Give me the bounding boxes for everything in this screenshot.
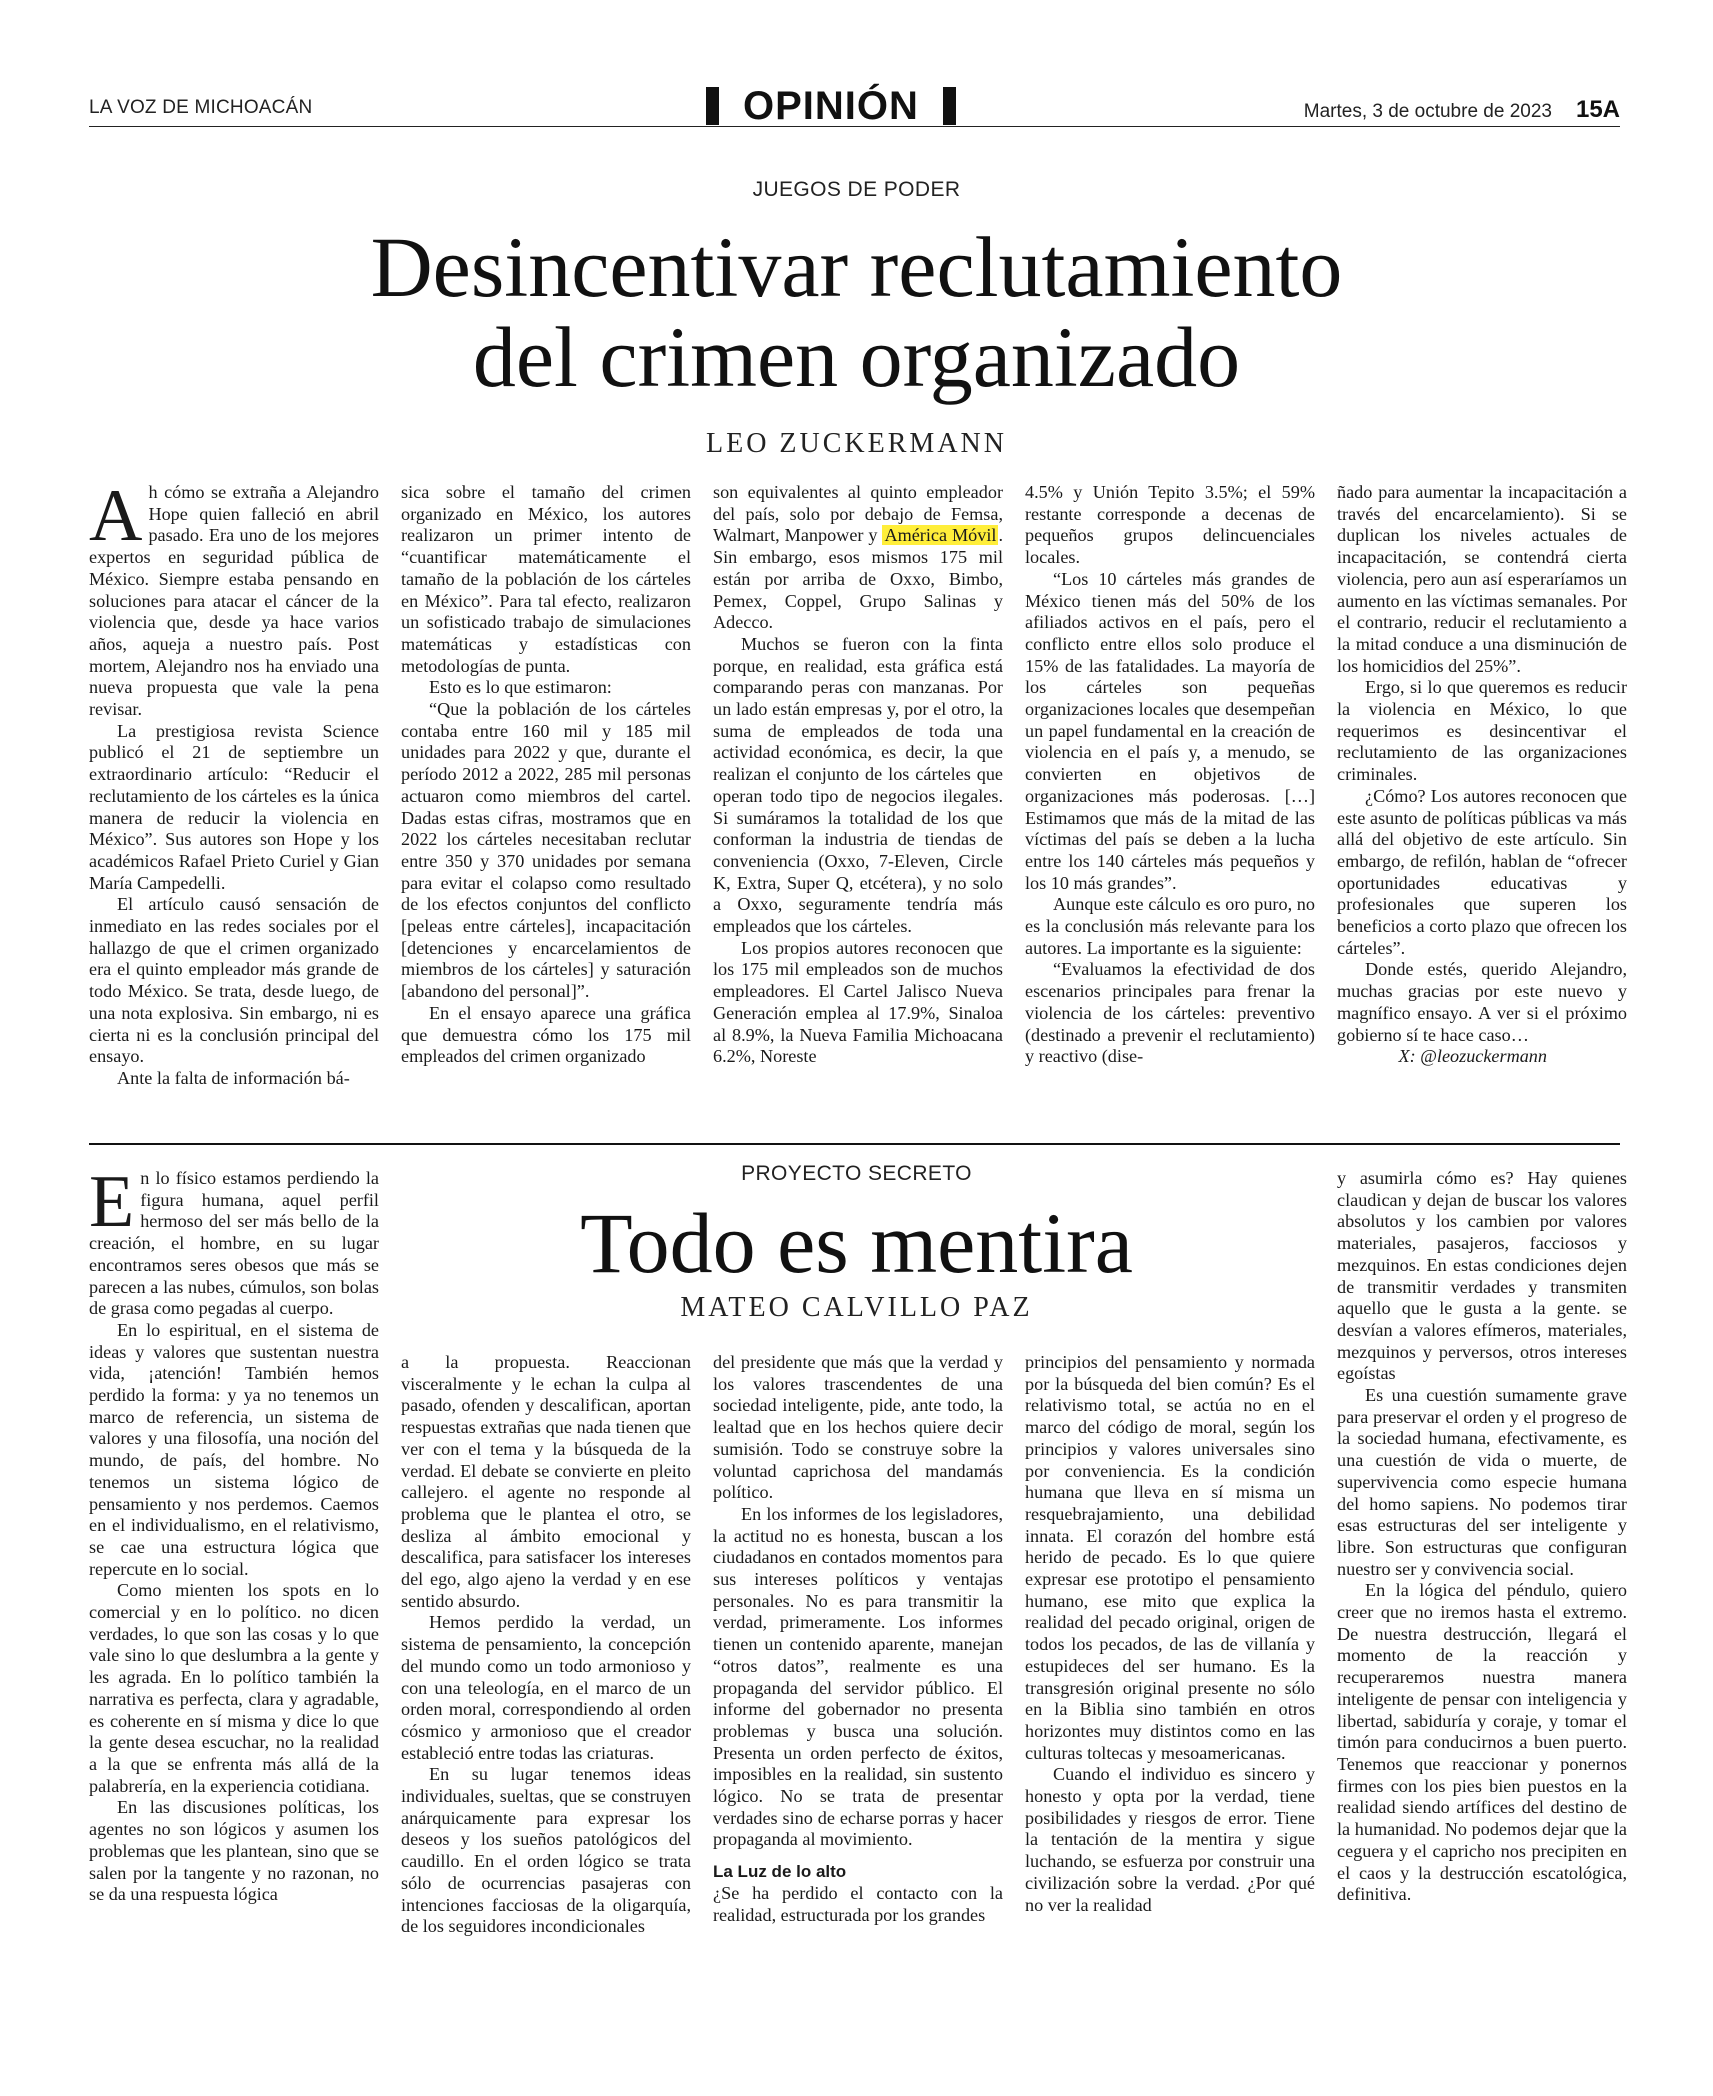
article2-body <box>89 1161 1627 2068</box>
article1-paragraph: Esto es lo que estimaron: <box>429 677 612 698</box>
article1-paragraph: Donde estés, querido Alejandro, muchas gracias por este nuevo y magnífico ensayo. A ver si el próximo gobierno sí te hace caso… <box>1337 959 1627 1045</box>
article2-paragraph: Cuando el individuo es sincero y honesto y opta por la verdad, tiene posibilidades y riesgos de error. Tiene la tentación de la mentira y sigue luchando, se esfuerza por construir una civilización sobre la verdad. ¿Por qué no ver la realidad <box>1025 1764 1315 1915</box>
article2-paragraph: ¿Se ha perdido el contacto con la realidad, estructurada por los grandes <box>713 1882 1003 1925</box>
article1-paragraph: sica sobre el tamaño del crimen organizado en México, los autores realizaron un primer intento de “cuantificar matemáticamente el tamaño de la población de los cárteles en México”. Para tal efecto, realizaron un sofisticado trabajo de simulaciones matemáticas y estadísticas con metodologías de punta. <box>401 482 691 676</box>
paragraph-text: . Sin embargo, esos mismos 175 mil están por arriba de Oxxo, Bimbo, Pemex, Coppel, Grupo Salinas y Adecco. <box>713 525 1004 633</box>
article1-paragraph: “Que la población de los cárteles contaba entre 160 mil y 185 mil unidades para 2022 y que, durante el período 2012 a 2022, 285 mil personas actuaron como miembros del cartel. Dadas estas cifras, mostramos que en 2022 los cárteles necesitaban reclutar entre 350 y 370 unidades por semana para evitar el colapso como resultado de los efectos conjuntos del conflicto [peleas entre cárteles], incapacitación [detenciones y encarcelamientos de miembros de los cárteles] y saturación [abandono del personal]”. <box>401 699 691 1002</box>
article2-paragraph: En las discusiones políticas, los agentes no son lógicos y asumen los problemas que les plantean, sino que se salen por la tangente y no razonan, no se da una respuesta lógica <box>89 1797 379 1905</box>
article1-paragraph: Muchos se fueron con la finta porque, en realidad, esta gráfica está comparando peras con manzanas. Por un lado están empresas y, por el otro, la suma de empleados de toda una actividad económica, es decir, la que realizan el conjunto de los cárteles que operan todo tipo de negocios ilegales. Si sumáramos la totalidad de los que conforman la industria de tiendas de conveniencia (Oxxo, 7-Eleven, Circle K, Extra, Super Q, etcétera), y no solo a Oxxo, seguramente tendría más empleados que los cárteles. <box>713 633 1003 937</box>
article1-column-4 <box>1025 482 1315 1068</box>
article1-body <box>89 475 1627 1122</box>
article1-paragraph: 4.5% y Unión Tepito 3.5%; el 59% restante corresponde a decenas de pequeños grupos delincuenciales locales. <box>1025 482 1315 568</box>
drop-cap: A <box>89 475 143 557</box>
paragraph-text: son equivalentes al quinto empleador del país, solo por debajo de Femsa, Walmart, Manpower y <box>713 482 1003 546</box>
article1-byline: LEO ZUCKERMANN <box>706 428 1007 459</box>
article2-column-5 <box>1337 1168 1627 1906</box>
drop-cap: E <box>89 1161 135 1243</box>
article1-headline <box>0 219 1713 405</box>
author-handle[interactable]: X: @leozuckermann <box>1398 1046 1547 1067</box>
article1-paragraph: ñado para aumentar la incapacitación a través del encarcelamiento). Si se duplican los niveles actuales de incapacitación, se contendrá cierta violencia, pero aun así esperaríamos un aumento en las víctimas semanales. Por el contrario, reducir el reclutamiento a la mitad conduce a una disminución de los homicidios del 25%”. <box>1337 482 1627 676</box>
article1-paragraph: El artículo causó sensación de inmediato en las redes sociales por el hallazgo de que el crimen organizado era el quinto empleador más grande de todo México. Se trata, desde luego, de una nota explosiva. Sin embargo, ni es cierta ni es la conclusión principal del ensayo. <box>89 894 379 1067</box>
paragraph-text: h cómo se extraña a Alejandro Hope quien falleció en abril pasado. Era uno de los mejores expertos en seguridad pública de México. Siempre estaba pensando en soluciones para atacar el cáncer de la violencia que, desde ya hace varios años, aqueja a nuestro país. Post mortem, Alejandro nos ha enviado una nueva propuesta que vale la pena revisar. <box>89 482 379 720</box>
section-title: OPINIÓN <box>743 84 919 128</box>
article2-paragraph: Hemos perdido la verdad, un sistema de pensamiento, la concepción del mundo como un todo armonioso y con una teleología, en el marco de un orden moral, correspondiendo al orden cósmico y armonioso que el creador estableció entre todas las criaturas. <box>401 1612 691 1763</box>
article2-column-4 <box>1025 1352 1315 1916</box>
article2-headline: Todo es mentira <box>580 1195 1133 1291</box>
article1-paragraph: La prestigiosa revista Science publicó el 21 de septiembre un extraordinario artículo: “Reducir el reclutamiento de los cárteles es la única manera de reducir la violencia en México”. Sus autores son Hope y los académicos Rafael Prieto Curiel y Gian María Campedelli. <box>89 720 379 893</box>
highlighted-text: América Móvil <box>884 525 997 546</box>
paragraph-text: n lo físico estamos perdiendo la figura humana, aquel perfil hermoso del ser más bello de la creación, el hombre, en su lugar encontramos seres obesos que más se parecen a las nubes, cúmulos, son bolas de grasa como pegadas al cuerpo. <box>89 1168 379 1319</box>
article2-paragraph: a la propuesta. Reaccionan visceralmente y le echan la culpa al pasado, ofenden y descalifican, aportan respuestas extrañas que nada tienen que ver con el tema y la búsqueda de la verdad. El debate se convierte en pleito callejero. el agente no responde al problema que le plantea el otro, se desliza al ámbito emocional y descalifica, para satisfacer los intereses del ego, algo ajeno la verdad y en ese sentido absurdo. <box>401 1352 691 1611</box>
article2-paragraph: del presidente que más que la verdad y los valores trascendentes de una sociedad inteligente, pide, ante todo, la lealtad que en los hechos quiere decir sumisión. Todo se construye sobre la voluntad caprichosa del mandamás político. <box>713 1352 1003 1503</box>
article1-column-1 <box>89 475 379 1090</box>
article1-paragraph: ¿Cómo? Los autores reconocen que este asunto de políticas públicas va más allá del objetivo de este artículo. Sin embargo, de refilón, hablan de “ofrecer oportunidades educativas y profesionales que superen los beneficios a corto plazo que ofrecen los cárteles”. <box>1337 785 1627 958</box>
article1-paragraph: “Los 10 cárteles más grandes de México tienen más del 50% de los afiliados activos en el país, pero el conflicto entre ellos solo produce el 15% de las fatalidades. La mayoría de los cárteles son pequeñas organizaciones locales que desempeñan un papel fundamental en la creación de violencia en el país y, a menudo, se convierten en objetivos de organizaciones más poderosas. […] Estimamos que más de la mitad de las víctimas del país se deben a la lucha entre los 140 cárteles más pequeños y los 10 más grandes”. <box>1025 568 1315 893</box>
section-bar-left <box>706 87 719 125</box>
article2-column-2 <box>401 1352 691 1938</box>
article-divider <box>89 1143 1620 1145</box>
article1-paragraph <box>713 482 1003 634</box>
page-number: 15A <box>1575 96 1620 123</box>
article2-paragraph: En su lugar tenemos ideas individuales, sueltas, que se construyen anárquicamente para expresar los deseos y los sueños patológicos del caudillo. En el orden lógico se trata sólo de ocurrencias pasajeras con intenciones facciosas de la oligarquía, de los seguidores incondicionales <box>401 1764 691 1937</box>
section-bar-right <box>943 87 956 125</box>
article1-paragraph: Ergo, si lo que queremos es reducir la violencia en México, lo que requerimos es desincentivar el reclutamiento de las organizaciones criminales. <box>1337 677 1627 785</box>
article1-headline-line1: Desincentivar reclutamiento <box>370 219 1343 315</box>
header-meta <box>1304 96 1620 124</box>
article2-paragraph: En los informes de los legisladores, la actitud no es honesta, buscan a los ciudadanos en contados momentos para sus intereses políticos y ventajas personales. No es para transmitir la verdad, primeramente. Los informes tienen un contenido aparente, manejan “otros datos”, realmente es una propaganda del servidor público. El informe del gobernador no presenta problemas y busca una solución. Presenta un orden perfecto de éxitos, imposibles en la realidad, sin sustento lógico. No se trata de presentar verdades sino de echarse porras y hacer propaganda al movimiento. <box>713 1503 1003 1850</box>
article1-column-5 <box>1337 482 1627 1068</box>
article2-paragraph: En lo espiritual, en el sistema de ideas y valores que sustentan nuestra vida, ¡atención! También hemos perdido la forma: y ya no tenemos un marco de referencia, un sistema de valores y una filosofía, una noción del mundo, de país, del hombre. No tenemos un sistema lógico de pensamiento y nos perdemos. Caemos en el individualismo, en el relativismo, se cae una estructura lógica que repercute en lo social. <box>89 1319 379 1579</box>
article2-paragraph: principios del pensamiento y normada por la búsqueda del bien común? Es el relativismo total, se actúa no en el marco del código de moral, según los principios y valores universales sino por conveniencia. Es la condición humana que lleva en sí misma un resquebrajamiento, una debilidad innata. El corazón del hombre está herido de pecado. Es lo que quiere expresar ese prototipo el pensamiento humano, ese mito que explica la realidad del pecado original, origen de todos los pecados, de las de villanía y estupideces del ser humano. Es la transgresión original presente no sólo en la Biblia sino también en otros horizontes muy distintos como en las culturas toltecas y mesoamericanas. <box>1025 1352 1315 1763</box>
article1-paragraph: “Evaluamos la efectividad de dos escenarios principales para frenar la violencia de los cárteles: preventivo (destinado a prevenir el reclutamiento) y reactivo (dise- <box>1025 959 1315 1067</box>
newspaper-name: LA VOZ DE MICHOACÁN <box>89 97 313 118</box>
article1-paragraph: Los propios autores reconocen que los 175 mil empleados son de muchos empleadores. El Cartel Jalisco Nueva Generación emplea al 17.9%, Sinaloa al 8.9%, la Nueva Familia Michoacana 6.2%, Noreste <box>713 937 1003 1067</box>
article2-byline: MATEO CALVILLO PAZ <box>680 1292 1033 1323</box>
section-header <box>706 84 956 128</box>
article1-paragraph: Aunque este cálculo es oro puro, no es la conclusión más relevante para los autores. La importante es la siguiente: <box>1025 894 1315 958</box>
article1-column-3 <box>713 482 1003 1068</box>
article2-paragraph: y asumirla cómo es? Hay quienes claudican y dejan de buscar los valores absolutos y los cambien por valores materiales, pasajeros, facciosos y mezquinos. En estas condiciones dejen de transmitir verdades y transmiten aquello que le gusta a la gente. se desvían a valores efímeros, materiales, mezquinos y perversos, otros intereses egoístas <box>1337 1168 1627 1384</box>
article2-paragraph: Es una cuestión sumamente grave para preservar el orden y el progreso de la sociedad humana, efectivamente, es una cuestión de vida o muerte, de supervivencia como especie humana del homo sapiens. No podemos tirar esas estructuras del ser inteligente y libre. Son estructuras que configuran nuestro ser y convivencia social. <box>1337 1385 1627 1579</box>
header-rule <box>89 126 1620 127</box>
article1-paragraph: En el ensayo aparece una gráfica que demuestra cómo los 175 mil empleados del crimen organizado <box>401 1002 691 1067</box>
article2-paragraph <box>89 1161 379 1320</box>
article1-paragraph <box>89 475 379 721</box>
subheading: La Luz de lo alto <box>713 1862 847 1882</box>
article2-column-1 <box>89 1161 379 1906</box>
article2-kicker: PROYECTO SECRETO <box>741 1162 972 1185</box>
issue-date: Martes, 3 de octubre de 2023 <box>1303 101 1552 122</box>
article2-paragraph: Como mienten los spots en lo comercial y en lo político. no dicen verdades, lo que son las cosas y lo que vale sino lo que deslumbra a la gente y les agrada. En lo político también la narrativa es perfecta, clara y agradable, es coherente en sí misma y dice lo que la gente desea escuchar, no la realidad a la que se enfrenta más allá de la palabrería, en la experiencia cotidiana. <box>89 1580 379 1796</box>
article2-column-3 <box>713 1352 1003 1926</box>
article1-column-2 <box>401 482 691 1068</box>
article1-headline-line2: del crimen organizado <box>472 309 1241 405</box>
article1-kicker: JUEGOS DE PODER <box>752 178 961 201</box>
article1-paragraph: Ante la falta de información bá- <box>117 1067 350 1088</box>
article2-paragraph: En la lógica del péndulo, quiero creer que no iremos hasta el extremo. De nuestra destrucción, llegará el momento de la reacción y recuperaremos nuestra manera inteligente de pensar con inteligencia y libertad, sabiduría y coraje, y tomar el timón para conducirnos a buen puerto. Tenemos que reaccionar y ponernos firmes con los pies bien puestos en la realidad siendo artífices del destino de la humanidad. No podemos dejar que la ceguera y el capricho nos precipiten en el caos y la destrucción escatológica, definitiva. <box>1337 1580 1627 1905</box>
